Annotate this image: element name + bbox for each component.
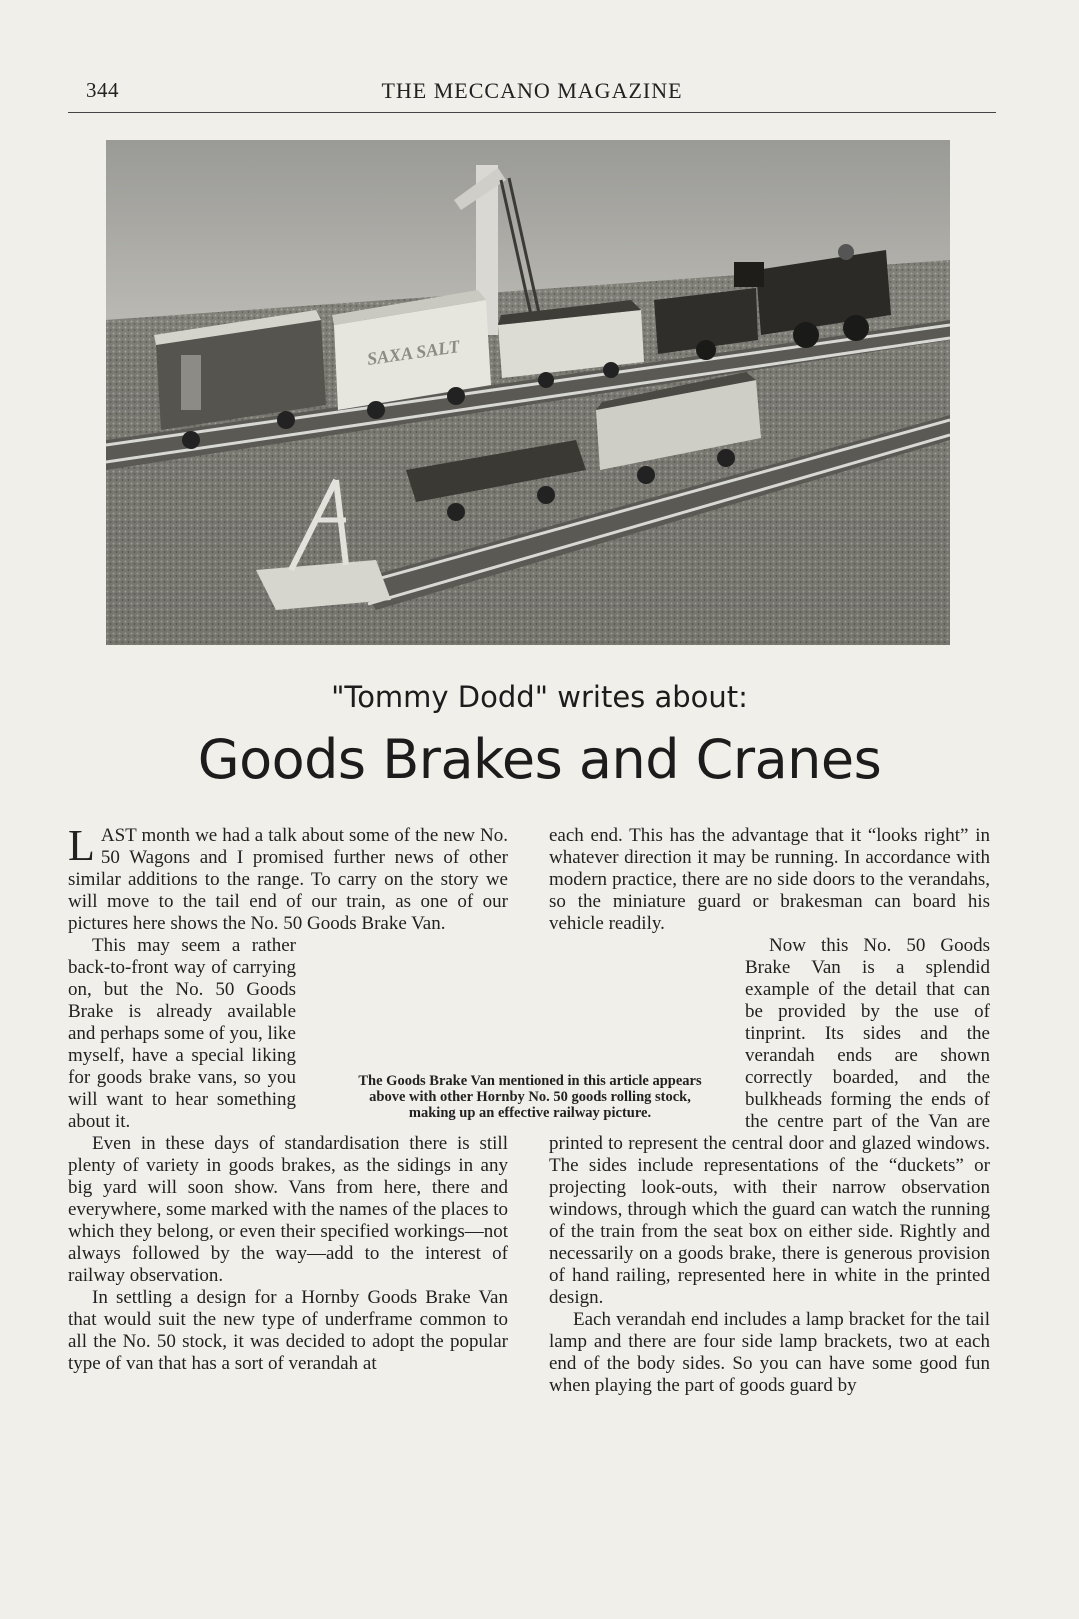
article-title: Goods Brakes and Cranes bbox=[197, 728, 882, 791]
train-photo-illustration bbox=[106, 140, 950, 645]
train-photo bbox=[106, 140, 950, 645]
paragraph: Now this No. 50 Goods Brake Van is a splendid example of the detail that can be provided by the use of tinprint. Its sides and the verandah ends are shown correctly boarded, and the bulkheads forming the ends of the centre part of the Van are printed to represent the central door and glazed windows. The sides include representations of the “duckets” or projecting look-outs, with their narrow observation windows, through which the guard can watch the running of the train from the seat box on either side. Rightly and necessarily on a goods brake, there is generous provision of hand railing, represented here in white in the printed design. bbox=[549, 935, 990, 1308]
photo-caption: The Goods Brake Van mentioned in this article appears above with other Hornby No. 50 goods rolling stock, making up an effective railway picture. bbox=[358, 1073, 702, 1121]
paragraph: In settling a design for a Hornby Goods Brake Van that would suit the new type of underframe common to all the No. 50 stock, it was decided to adopt the popular type of van that has a sort of verandah at bbox=[68, 1287, 508, 1374]
paragraph: each end. This has the advantage that it “looks right” in whatever direction it may be running. In accordance with modern practice, there are no side doors to the verandahs, so the miniature guard or brakesman can board his vehicle readily. bbox=[549, 825, 990, 934]
paragraph: LAST month we had a talk about some of the new No. 50 Wagons and I promised further news of other similar additions to the range. To carry on the story we will move to the tail end of our train, as one of our pictures here shows the No. 50 Goods Brake Van. bbox=[68, 821, 508, 934]
paragraph: This may seem a rather back-to-front way of carrying on, but the No. 50 Goods Brake is already available and perhaps some of you, like myself, have a special liking for goods brake vans, so you will want to hear something about it. bbox=[68, 935, 296, 1132]
drop-cap: L bbox=[68, 821, 95, 870]
paragraph: Each verandah end includes a lamp bracket for the tail lamp and there are four side lamp brackets, two at each end of the body sides. So you can have some good fun when playing the part of goods guard by bbox=[549, 1309, 990, 1396]
paragraph: Even in these days of standardisation there is still plenty of variety in goods brakes, as the sidings in any big yard will soon show. Vans from here, there and everywhere, some marked with the names of the places to which they belong, or even their specified workings—not always followed by the way—add to the interest of railway observation. bbox=[68, 1133, 509, 1286]
page-number: 344 bbox=[86, 78, 119, 102]
page-header bbox=[68, 78, 996, 113]
magazine-title: THE MECCANO MAGAZINE bbox=[381, 78, 683, 103]
van-lettering: SAXA SALT bbox=[365, 336, 461, 369]
article-column-right bbox=[549, 825, 990, 1397]
article-kicker: "Tommy Dodd" writes about: bbox=[331, 680, 748, 714]
